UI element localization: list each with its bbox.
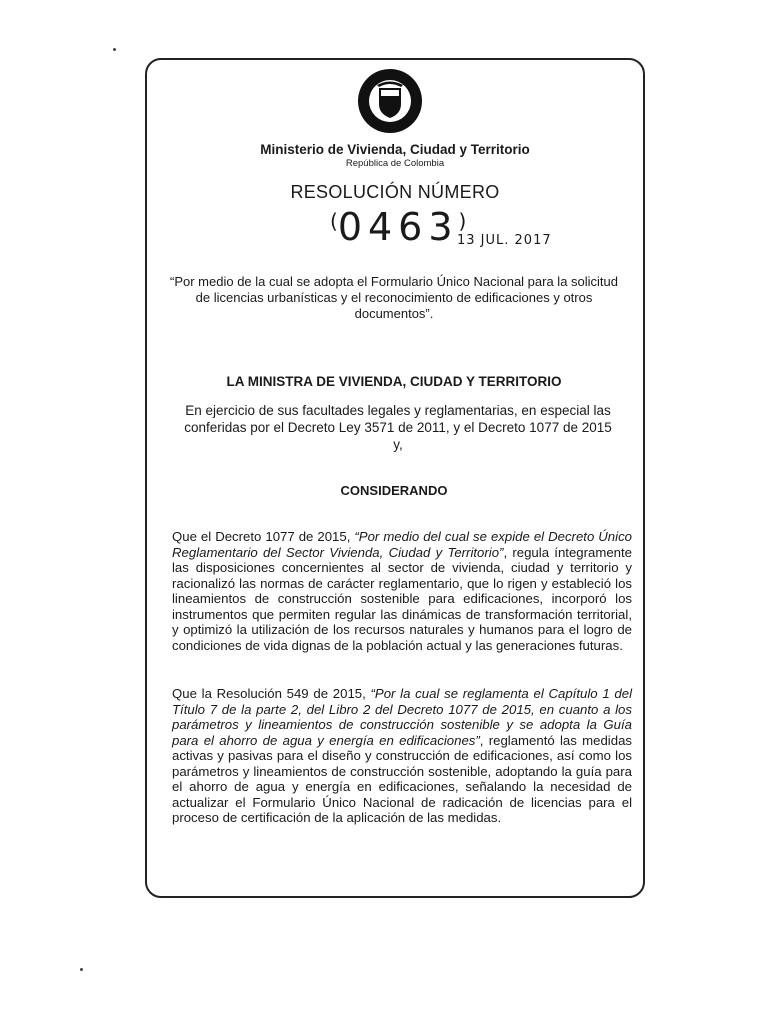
open-paren: ( <box>330 209 338 233</box>
scan-speck <box>113 48 116 51</box>
paragraph-1-lead: Que el Decreto 1077 de 2015, <box>172 529 355 544</box>
ministry-name: Ministerio de Vivienda, Ciudad y Territorio <box>260 142 530 157</box>
faculty-text: En ejercicio de sus facultades legales y reglamentarias, en especial las conferidas por el Decreto Ley 3571 de 2011, y el Decreto 1077 de 2015 <box>184 403 612 435</box>
faculty-statement <box>172 402 624 453</box>
scan-speck <box>80 968 83 971</box>
republic-name: República de Colombia <box>345 158 445 169</box>
colombian-seal-icon <box>357 68 423 134</box>
resolution-number <box>330 205 466 249</box>
faculty-conjunction: y, <box>393 437 403 452</box>
considerando-heading: CONSIDERANDO <box>340 483 448 498</box>
paragraph-1 <box>172 529 632 653</box>
paragraph-2-lead: Que la Resolución 549 de 2015, <box>172 686 371 701</box>
paragraph-1-rest: , regula íntegramente las disposiciones concernientes al sector de vivienda, ciudad y territorio y racionalizó las normas de carácter reglamentario, que lo rigen y estableció los lineamientos de construcción sostenible para edificaciones, incorporó los instrumentos que permiten regular las dinámicas de transformación territorial, y optimizó la utilización de los recursos naturales y humanos para el logro de condiciones de vida dignas de la población actual y las generaciones futuras. <box>172 544 633 653</box>
paragraph-2-rest: , reglamentó las medidas activas y pasivas para el diseño y construcción de edificaciones, así como los parámetros y lineamientos de construcción sostenible, adoptando la guía para el ahorro de agua y energía en edificaciones, señalando la necesidad de actualizar el Formulario Único Nacional de radicación de licencias para el proceso de certificación de la aplicación de las medidas. <box>172 732 632 825</box>
resolution-date: 13 JUL. 2017 <box>457 233 552 248</box>
minister-heading: LA MINISTRA DE VIVIENDA, CIUDAD Y TERRITORIO <box>226 374 562 389</box>
resolution-title: RESOLUCIÓN NÚMERO <box>290 182 500 202</box>
paragraph-1-italic: “Por medio del cual se expide el Decreto Único Reglamentario del Sector Vivienda, Ciudad y Territorio” <box>172 529 632 560</box>
resolution-number-value: 0463 <box>337 205 459 249</box>
paragraph-2-italic: “Por la cual se reglamenta el Capítulo 1 del Título 7 de la parte 2, del Libro 2 del Decreto 1077 de 2015, en cuanto a los parámetros y lineamientos de construcción sostenible y se adopta la Guía para el ahorro de agua y energía en edificaciones” <box>172 686 633 748</box>
resolution-subject: “Por medio de la cual se adopta el Formulario Único Nacional para la solicitud de licencias urbanísticas y el reconocimiento de edificaciones y otros documentos”. <box>170 274 619 321</box>
paragraph-2 <box>172 686 632 826</box>
close-paren: ) <box>458 209 467 233</box>
